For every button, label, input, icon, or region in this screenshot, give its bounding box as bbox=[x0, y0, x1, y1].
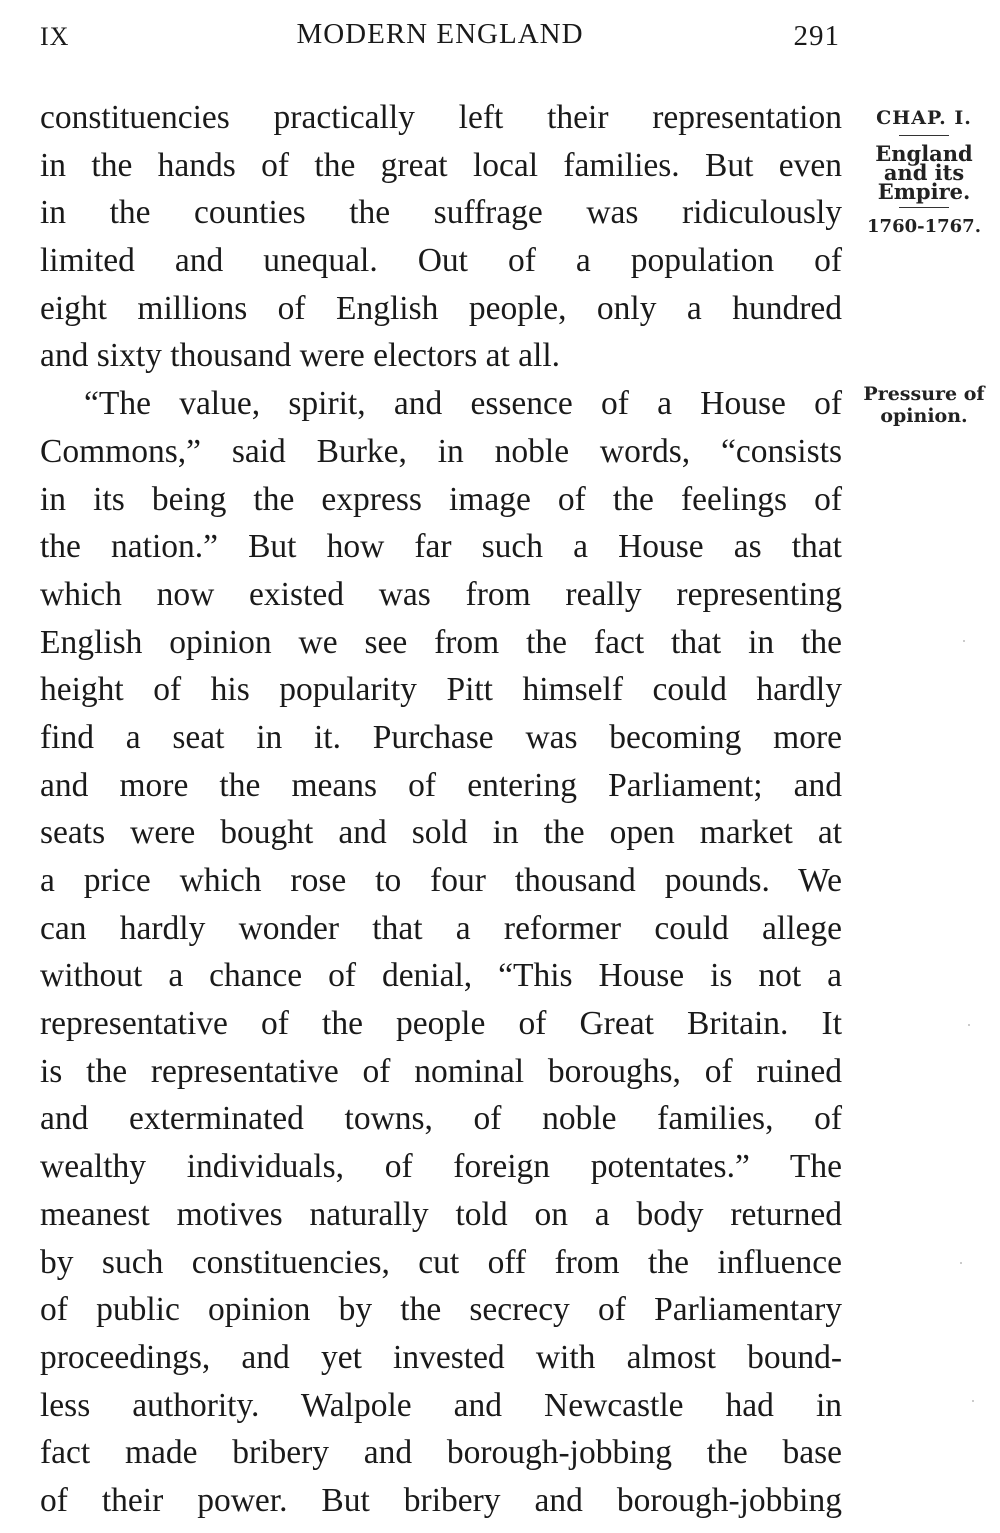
paper-speck bbox=[972, 1400, 974, 1402]
margin-topic-note bbox=[854, 383, 994, 427]
paper-speck bbox=[968, 1024, 970, 1026]
text-line: find a seat in it. Purchase was becoming more bbox=[40, 718, 842, 756]
text-line: Commons,” said Burke, in noble words, “consists bbox=[40, 432, 842, 470]
text-line: which now existed was from really representing bbox=[40, 575, 842, 613]
margin-rule bbox=[899, 135, 949, 136]
text-line: of public opinion by the secrecy of Parliamentary bbox=[40, 1291, 842, 1329]
text-line: limited and unequal. Out of a population of bbox=[40, 242, 842, 280]
text-line: representative of the people of Great Britain. It bbox=[40, 1005, 842, 1043]
chapter-numeral: IX bbox=[40, 22, 70, 51]
body-text bbox=[40, 94, 842, 1525]
margin-chapter-label: CHAP. I. bbox=[876, 107, 972, 129]
margin-section-line-1: England bbox=[875, 141, 973, 166]
text-line: eight millions of English people, only a hundred bbox=[40, 289, 842, 327]
text-line: constituencies practically left their representation bbox=[40, 99, 842, 136]
paper-speck bbox=[960, 1262, 962, 1264]
margin-topic-line-2: opinion. bbox=[880, 405, 968, 427]
text-line: and sixty thousand were electors at all. bbox=[40, 337, 561, 375]
text-line: English opinion we see from the fact that in the bbox=[40, 623, 842, 661]
text-line: less authority. Walpole and Newcastle had in bbox=[40, 1386, 842, 1424]
text-line: can hardly wonder that a reformer could allege bbox=[40, 909, 842, 947]
paragraph-2 bbox=[40, 380, 842, 1525]
text-line: height of his popularity Pitt himself could hardly bbox=[40, 671, 842, 709]
text-line: meanest motives naturally told on a body returned bbox=[40, 1195, 842, 1233]
text-line: in its being the express image of the feelings of bbox=[40, 480, 842, 518]
margin-notes bbox=[858, 100, 990, 427]
margin-years: 1760-1767. bbox=[867, 216, 981, 237]
text-line: wealthy individuals, of foreign potentates.” The bbox=[40, 1148, 842, 1186]
text-line: without a chance of denial, “This House is not a bbox=[40, 957, 842, 995]
text-line: by such constituencies, cut off from the influence bbox=[40, 1243, 842, 1281]
margin-section-line-2: and its bbox=[883, 160, 965, 185]
text-line: of their power. But bribery and borough-jobbing bbox=[40, 1481, 842, 1519]
book-title: MODERN ENGLAND bbox=[296, 18, 584, 50]
text-line: seats were bought and sold in the open market at bbox=[40, 814, 842, 852]
text-line: fact made bribery and borough-jobbing the base bbox=[40, 1434, 842, 1472]
text-line: “The value, spirit, and essence of a House of bbox=[84, 385, 842, 423]
text-line: in the counties the suffrage was ridiculously bbox=[40, 194, 842, 232]
page-number: 291 bbox=[793, 20, 840, 52]
paragraph-1 bbox=[40, 94, 842, 380]
text-line: a price which rose to four thousand pounds. We bbox=[40, 862, 842, 899]
margin-topic-line-1: Pressure of bbox=[863, 383, 985, 405]
text-line: the nation.” But how far such a House as that bbox=[40, 528, 842, 566]
paper-speck bbox=[963, 640, 965, 642]
text-line: proceedings, and yet invested with almost bound- bbox=[40, 1338, 842, 1376]
margin-rule bbox=[899, 207, 949, 208]
text-line: and more the means of entering Parliament; and bbox=[40, 766, 842, 804]
text-line: in the hands of the great local families. But even bbox=[40, 146, 842, 184]
text-line: and exterminated towns, of noble families, of bbox=[40, 1100, 842, 1138]
running-head bbox=[40, 18, 840, 58]
margin-section-line-3: Empire. bbox=[877, 179, 971, 204]
text-line: is the representative of nominal boroughs, of ruined bbox=[40, 1052, 842, 1090]
